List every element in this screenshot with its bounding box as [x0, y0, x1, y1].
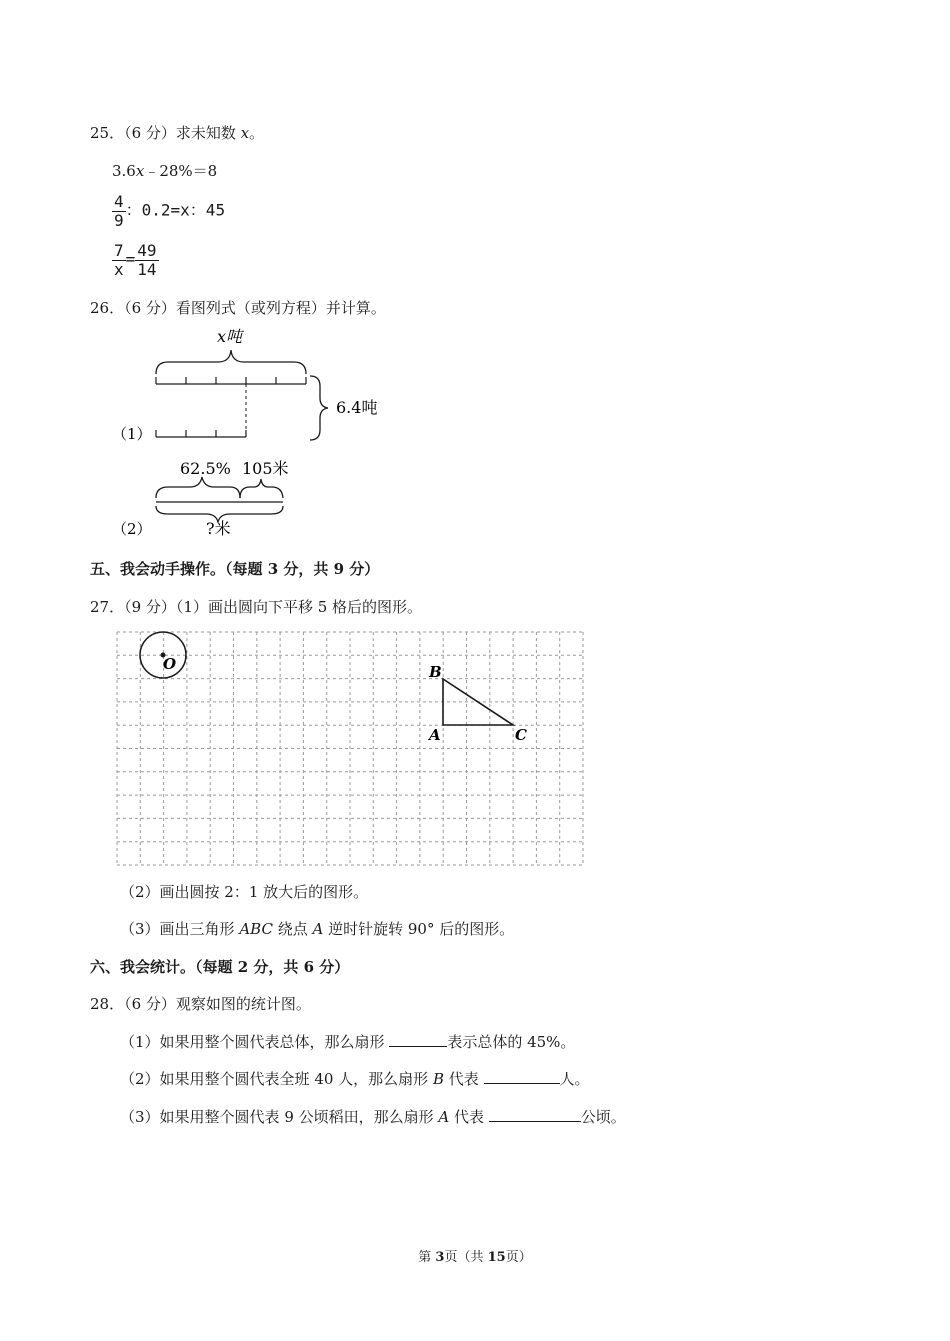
q25-equation-2: $\frac{4}{9}$ ：0.2=x：45	[114, 192, 226, 230]
q28-part-1: （1）如果用整个圆代表总体，那么扇形 表示总体的 45%。	[120, 1033, 576, 1051]
q25-equation-3: $\frac{7}{x}$ = $\frac{49}{14}$	[114, 241, 157, 279]
fraction: $\frac{4}{9}$	[114, 192, 124, 230]
q26-diagrams	[100, 322, 400, 542]
fig1-top-brace	[156, 350, 306, 374]
section-5-title: 五、我会动手操作。（每题 3 分，共 9 分）	[90, 560, 380, 578]
page-footer: 第 3页（共 15页）	[418, 1250, 532, 1265]
fraction: $\frac{49}{14}$	[137, 241, 157, 279]
fraction: $\frac{7}{x}$	[114, 241, 124, 279]
fig1-side-label: 6.4吨	[336, 398, 378, 417]
dashed-grid	[117, 632, 583, 865]
fig1-long-bar-ticks	[156, 377, 306, 384]
fig2-right-label: 105米	[242, 459, 289, 478]
fig1-side-brace	[310, 376, 328, 440]
q27-grid-figure	[110, 625, 590, 870]
q25-equation-1: 3.6x﹣28%＝8	[112, 162, 218, 180]
q26-heading: 26．（6 分）看图列式（或列方程）并计算。	[90, 299, 386, 317]
section-6-title: 六、我会统计。（每题 2 分，共 6 分）	[90, 958, 350, 976]
fig2-index: （2）	[112, 520, 152, 538]
vertex-label-a: A	[429, 726, 441, 744]
center-label-o: O	[163, 655, 177, 673]
vertex-label-b: B	[429, 663, 442, 681]
fig1-short-bar-ticks	[156, 430, 246, 437]
q28-part-3: （3）如果用整个圆代表 9 公顷稻田，那么扇形 A 代表 公顷。	[120, 1108, 626, 1126]
q27-heading: 27．（9 分）（1）画出圆向下平移 5 格后的图形。	[90, 598, 423, 616]
q25-heading: 25．（6 分）求未知数 x。	[90, 124, 265, 142]
answer-blank-1[interactable]	[389, 1032, 447, 1047]
fig2-left-label: 62.5%	[180, 459, 231, 478]
answer-blank-3[interactable]	[489, 1107, 581, 1122]
fig2-bottom-label: ?米	[206, 519, 231, 538]
answer-blank-2[interactable]	[484, 1069, 560, 1084]
q28-heading: 28．（6 分）观察如图的统计图。	[90, 995, 311, 1013]
fig2-left-brace	[156, 477, 240, 498]
fig2-right-brace	[240, 479, 283, 498]
q28-part-2: （2）如果用整个圆代表全班 40 人，那么扇形 B 代表 人。	[120, 1070, 590, 1088]
q27-part-3: （3）画出三角形 ABC 绕点 A 逆时针旋转 90° 后的图形。	[120, 920, 515, 938]
fig1-top-label: x吨	[217, 327, 243, 346]
q27-part-2: （2）画出圆按 2：1 放大后的图形。	[120, 883, 369, 901]
fig1-index: （1）	[112, 425, 152, 443]
vertex-label-c: C	[515, 726, 527, 744]
